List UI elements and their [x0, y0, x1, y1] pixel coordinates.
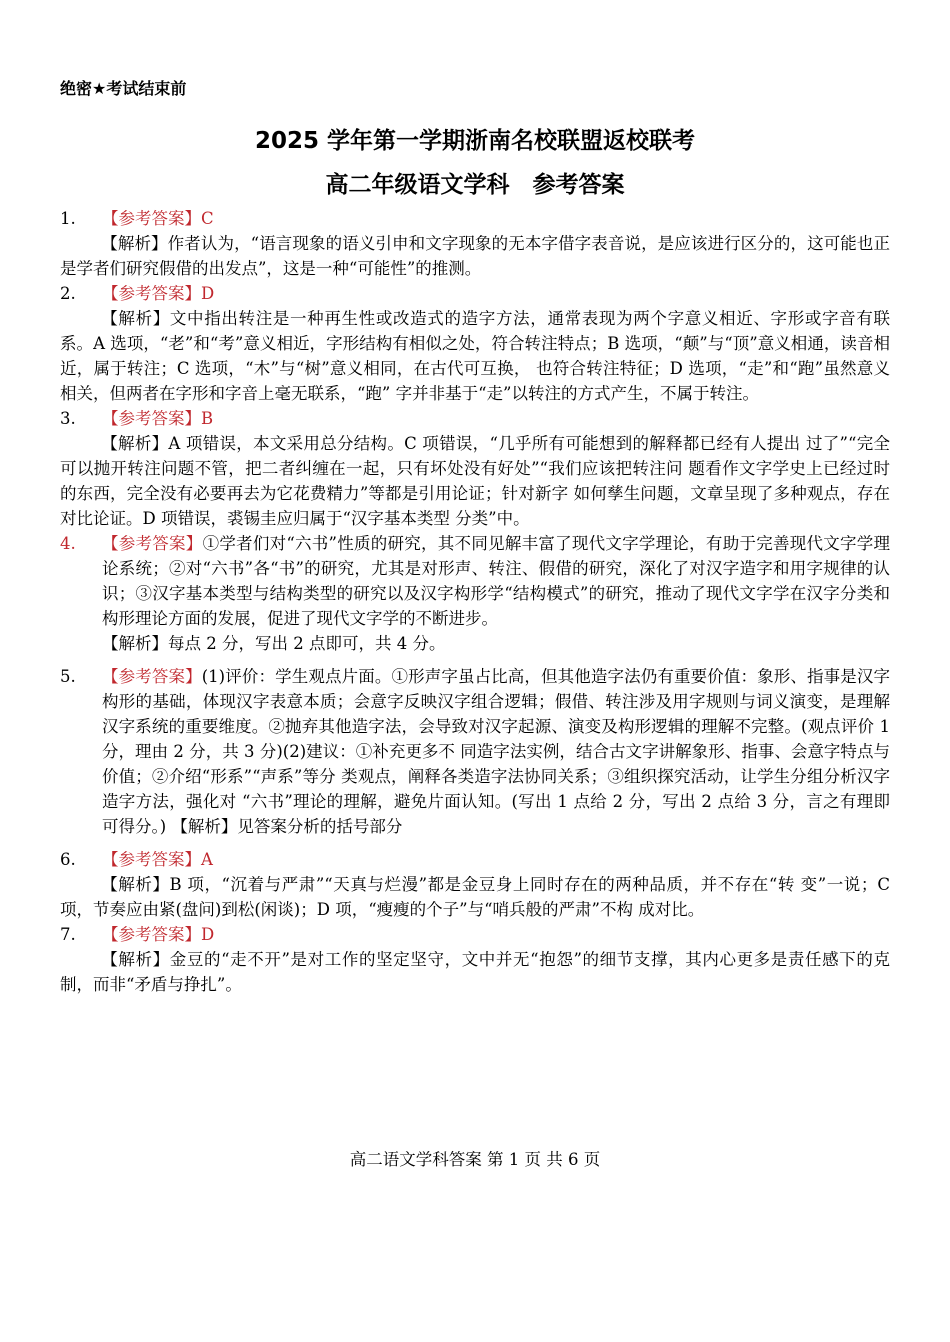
- question-number: 5.: [60, 667, 76, 686]
- answer-key: 【参考答案】A: [102, 850, 213, 869]
- spacer: [60, 656, 890, 664]
- question-7: [60, 922, 890, 997]
- page-footer: 高二语文学科答案 第 1 页 共 6 页: [349, 1150, 601, 1169]
- question-1: [60, 206, 890, 281]
- answer-key: 【参考答案】D: [102, 925, 215, 944]
- answer-key: 【参考答案】B: [102, 409, 214, 428]
- spacer: [60, 839, 890, 847]
- exam-title: 2025 学年第一学期浙南名校联盟返校联考: [254, 128, 696, 154]
- question-6: [60, 847, 890, 922]
- analysis-text: 【解析】A 项错误，本文采用总分结构。C 项错误，“几乎所有可能想到的解释都已经有人提出 过了”“完全可以抛开转注问题不管，把二者纠缠在一起，只有坏处没有好处”“我们应该把转注问 题看作文字学史上已经过时的东西，完全没有必要再去为它花费精力”等都是引用论证；针对新字 如何孳生问题，文章呈现了多种观点，存在对比论证。D 项错误，裘锡圭应归属于“汉字基本类型 分类”中。: [60, 434, 890, 528]
- answer-text: ①学者们对“六书”性质的研究，其不同见解丰富了现代文字学理论，有助于完善现代文字学理论系统；②对“六书”各“书”的研究，尤其是对形声、转注、假借的研究，深化了对汉字造字和用字规律的认识；③汉字基本类型与结构类型的研究以及汉字构形学“结构模式”的研究，推动了现代文字学在汉字分类和构形理论方面的发展，促进了现代文字学的不断进步。: [102, 534, 891, 628]
- exam-subtitle: 高二年级语文学科 参考答案: [325, 172, 625, 198]
- analysis-text: 【解析】B 项，“沉着与严肃”“天真与烂漫”都是金豆身上同时存在的两种品质，并不存在“转 变”一说；C 项，节奏应由紧(盘问)到松(闲谈)；D 项，“瘦瘦的个子”与“哨兵般的严肃”不构 成对比。: [60, 875, 890, 919]
- analysis-text: 【解析】作者认为，“语言现象的语义引申和文字现象的无本字借字表音说，是应该进行区分的，这可能也正是学者们研究假借的出发点”，这是一种“可能性”的推测。: [60, 234, 890, 278]
- question-4: [60, 531, 890, 656]
- question-number: 4.: [60, 534, 76, 553]
- answer-key: 【参考答案】: [102, 667, 202, 686]
- answer-list: [60, 206, 890, 997]
- answer-text: (1)评价：学生观点片面。①形声字虽占比高，但其他造字法仍有重要价值：象形、指事是汉字构形的基础，体现汉字表意本质；会意字反映汉字组合逻辑；假借、转注涉及用字规则与词义演变，是理解汉字系统的重要维度。②抛弃其他造字法，会导致对汉字起源、演变及构形逻辑的理解不完整。(观点评价 1 分，理由 2 分，共 3 分)(2)建议：①补充更多不 同造字法实例，结合古文字讲解象形、指事、会意字特点与价值；②介绍“形系”“声系”等分 类观点，阐释各类造字法协同关系；③组织探究活动，让学生分组分析汉字造字方法，强化对 “六书”理论的理解，避免片面认知。(写出 1 点给 2 分，写出 2 点给 3 分，言之有理即可得分。) 【解析】见答案分析的括号部分: [102, 667, 890, 836]
- question-number: 1.: [60, 209, 76, 228]
- analysis-text: 【解析】金豆的“走不开”是对工作的坚定坚守，文中并无“抱怨”的细节支撑，其内心更多是责任感下的克制，而非“矛盾与挣扎”。: [60, 950, 890, 994]
- question-5: [60, 664, 890, 839]
- answer-key: 【参考答案】C: [102, 209, 214, 228]
- confidential-label: 绝密★考试结束前: [60, 79, 187, 98]
- question-number: 6.: [60, 850, 76, 869]
- question-number: 2.: [60, 284, 76, 303]
- analysis-text: 【解析】每点 2 分，写出 2 点即可，共 4 分。: [102, 634, 446, 653]
- answer-key: 【参考答案】D: [102, 284, 215, 303]
- question-number: 3.: [60, 409, 76, 428]
- question-number: 7.: [60, 925, 76, 944]
- answer-key: 【参考答案】: [102, 534, 203, 553]
- question-2: [60, 281, 890, 406]
- analysis-text: 【解析】文中指出转注是一种再生性或改造式的造字方法，通常表现为两个字意义相近、字形或字音有联系。A 选项，“老”和“考”意义相近，字形结构有相似之处，符合转注特点；B 选项，“颠”与“顶”意义相通，读音相近，属于转注；C 选项，“木”与“树”意义相同，在古代可互换， 也符合转注特征；D 选项，“走”和“跑”虽然意义相关，但两者在字形和字音上毫无联系，“跑” 字并非基于“走”以转注的方式产生，不属于转注。: [60, 309, 890, 403]
- question-3: [60, 406, 890, 531]
